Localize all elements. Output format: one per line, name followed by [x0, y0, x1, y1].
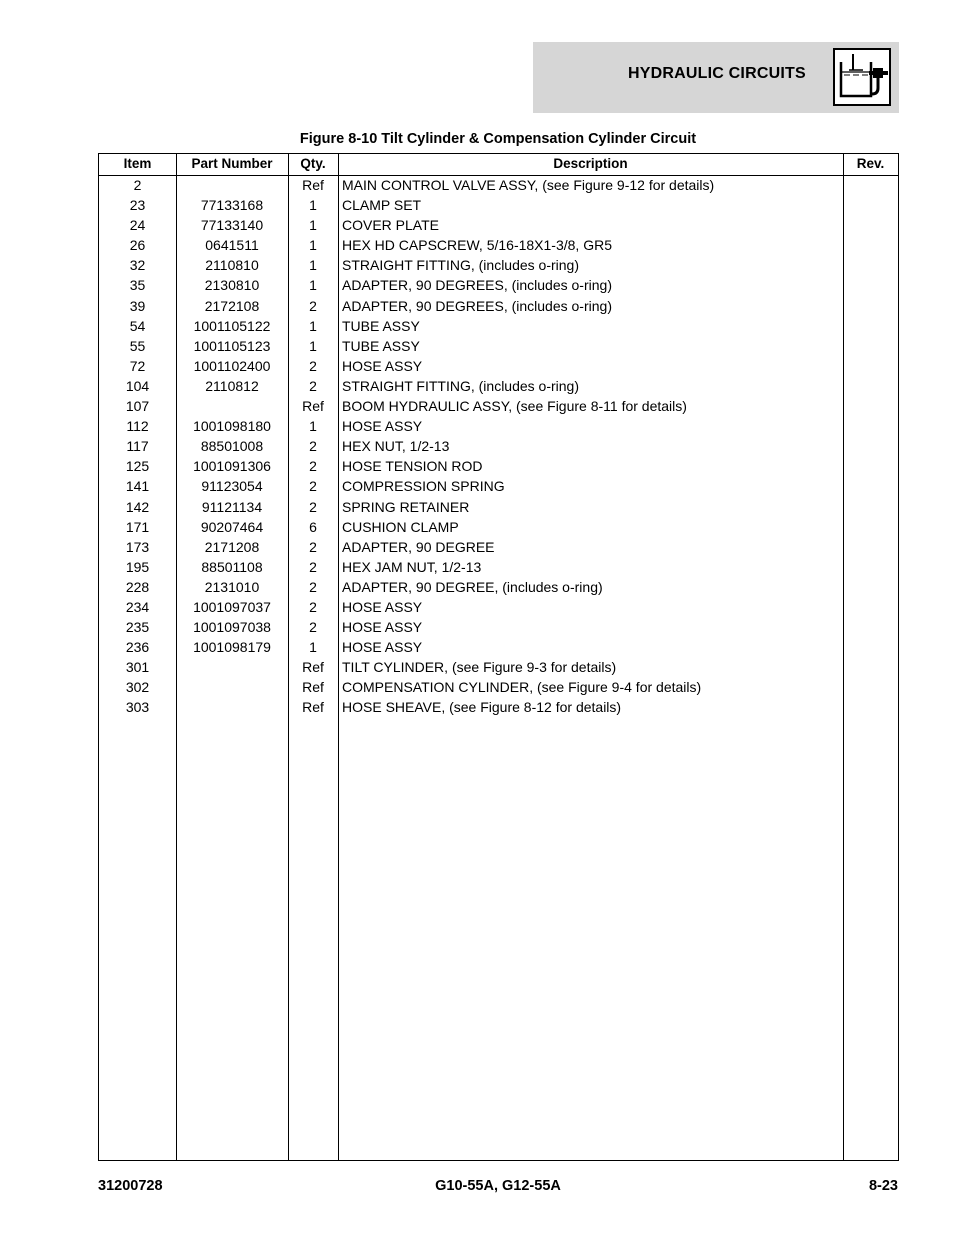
table-row: [99, 357, 898, 377]
item-cell: 142: [125, 498, 150, 515]
part-number-cell: 2110810: [205, 257, 259, 274]
document-number: 31200728: [98, 1178, 163, 1194]
qty-cell: 2: [309, 619, 317, 636]
description-cell: ADAPTER, 90 DEGREE: [342, 538, 495, 555]
qty-cell: 2: [309, 578, 317, 595]
description-cell: COMPRESSION SPRING: [342, 478, 505, 495]
qty-cell: 2: [309, 297, 317, 314]
table-row: [99, 558, 898, 578]
description-cell: CUSHION CLAMP: [342, 518, 459, 535]
part-number-cell: 2130810: [204, 277, 260, 294]
qty-cell: 2: [309, 538, 317, 555]
parts-table: [98, 153, 899, 1161]
part-number-cell: 77133168: [200, 197, 264, 214]
description-cell: HOSE ASSY: [342, 619, 423, 636]
part-number-cell: 1001098179: [193, 639, 271, 656]
description-cell: COVER PLATE: [342, 217, 439, 234]
qty-cell: 2: [309, 558, 317, 575]
column-header-item: Item: [123, 156, 152, 171]
table-row: [99, 698, 898, 718]
item-cell: 173: [125, 538, 150, 555]
item-cell: 54: [129, 317, 146, 334]
qty-cell: 2: [309, 458, 317, 475]
figure-title: Figure 8-10 Tilt Cylinder & Compensation Cylinder Circuit: [299, 131, 697, 147]
column-header-description: Description: [553, 156, 628, 171]
qty-cell: Ref: [302, 679, 324, 696]
description-cell: HEX NUT, 1/2-13: [342, 438, 450, 455]
description-cell: HOSE TENSION ROD: [342, 458, 483, 475]
qty-cell: Ref: [302, 699, 324, 716]
table-row: [99, 256, 898, 276]
item-cell: 117: [126, 438, 149, 455]
qty-cell: 1: [309, 237, 317, 254]
item-cell: 107: [125, 398, 150, 415]
description-cell: STRAIGHT FITTING, (includes o-ring): [342, 377, 580, 394]
item-cell: 55: [129, 337, 146, 354]
description-cell: HOSE SHEAVE, (see Figure 8-12 for details): [342, 699, 622, 716]
part-number-cell: 77133140: [200, 217, 264, 234]
table-row: [99, 297, 898, 317]
description-cell: TILT CYLINDER, (see Figure 9-3 for details): [342, 659, 617, 676]
description-cell: HOSE ASSY: [342, 639, 423, 656]
item-cell: 72: [129, 357, 146, 374]
qty-cell: 2: [309, 478, 317, 495]
description-cell: STRAIGHT FITTING, (includes o-ring): [342, 257, 580, 274]
item-cell: 39: [129, 297, 146, 314]
table-row: [99, 176, 898, 196]
part-number-cell: 1001105122: [193, 317, 271, 334]
table-row: [99, 397, 898, 417]
item-cell: 195: [125, 558, 150, 575]
table-row: [99, 317, 898, 337]
table-row: [99, 216, 898, 236]
part-number-cell: 2172108: [204, 297, 260, 314]
item-cell: 303: [125, 699, 150, 716]
column-header-part-number: Part Number: [191, 156, 273, 171]
item-cell: 2: [133, 177, 142, 193]
column-header-rev: Rev.: [856, 156, 885, 171]
qty-cell: Ref: [302, 398, 324, 415]
table-row: [99, 196, 898, 216]
description-cell: HOSE ASSY: [342, 598, 423, 615]
model-numbers: G10-55A, G12-55A: [435, 1178, 561, 1194]
qty-cell: 2: [309, 438, 317, 455]
table-row: [99, 638, 898, 658]
table-row: [99, 598, 898, 618]
table-row: [99, 538, 898, 558]
table-row: [99, 498, 898, 518]
page-number: 8-23: [868, 1178, 898, 1194]
qty-cell: Ref: [302, 659, 324, 676]
description-cell: HEX HD CAPSCREW, 5/16-18X1-3/8, GR5: [342, 237, 612, 254]
description-cell: SPRING RETAINER: [342, 498, 470, 515]
item-cell: 104: [125, 377, 150, 394]
qty-cell: 1: [309, 317, 317, 334]
column-header-qty: Qty.: [300, 156, 326, 171]
description-cell: TUBE ASSY: [342, 337, 420, 354]
part-number-cell: 1001102400: [193, 357, 271, 374]
qty-cell: 1: [309, 639, 317, 656]
part-number-cell: 1001097037: [193, 598, 271, 615]
description-cell: ADAPTER, 90 DEGREE, (includes o-ring): [342, 578, 603, 595]
qty-cell: 1: [309, 418, 317, 435]
qty-cell: 1: [309, 197, 317, 214]
description-cell: COMPENSATION CYLINDER, (see Figure 9-4 for details): [342, 679, 702, 696]
qty-cell: 2: [309, 498, 317, 515]
item-cell: 26: [129, 237, 146, 254]
item-cell: 171: [125, 518, 150, 535]
part-number-cell: 1001098180: [193, 418, 271, 435]
item-cell: 234: [125, 598, 150, 615]
item-cell: 235: [125, 619, 150, 636]
part-number-cell: 1001091306: [193, 458, 271, 475]
qty-cell: 2: [309, 357, 317, 374]
item-cell: 32: [129, 257, 146, 274]
item-cell: 23: [129, 197, 146, 214]
qty-cell: 2: [309, 377, 317, 394]
table-row: [99, 578, 898, 598]
table-row: [99, 437, 898, 457]
part-number-cell: 88501108: [201, 558, 263, 575]
item-cell: 228: [125, 578, 150, 595]
description-cell: CLAMP SET: [342, 197, 422, 214]
table-row: [99, 678, 898, 698]
item-cell: 141: [125, 478, 150, 495]
table-row: [99, 518, 898, 538]
table-row: [99, 337, 898, 357]
table-row: [99, 618, 898, 638]
description-cell: HEX JAM NUT, 1/2-13: [342, 558, 482, 575]
description-cell: ADAPTER, 90 DEGREES, (includes o-ring): [342, 277, 612, 294]
table-row: [99, 236, 898, 256]
part-number-cell: 1001097038: [193, 619, 271, 636]
part-number-cell: 91123054: [201, 478, 263, 495]
section-title: HYDRAULIC CIRCUITS: [628, 65, 806, 82]
table-body: [99, 176, 898, 719]
table-row: [99, 477, 898, 497]
qty-cell: 1: [309, 257, 317, 274]
qty-cell: 2: [309, 598, 317, 615]
item-cell: 112: [126, 418, 149, 435]
part-number-cell: 2110812: [205, 377, 259, 394]
item-cell: 236: [125, 639, 150, 656]
description-cell: TUBE ASSY: [342, 317, 420, 334]
table-row: [99, 457, 898, 477]
item-cell: 24: [129, 217, 146, 234]
qty-cell: 6: [309, 518, 317, 535]
item-cell: 302: [125, 679, 150, 696]
item-cell: 301: [125, 659, 150, 676]
description-cell: MAIN CONTROL VALVE ASSY, (see Figure 9-12 for details): [342, 177, 715, 193]
section-header: [533, 42, 899, 113]
part-number-cell: 88501008: [200, 438, 264, 455]
qty-cell: 1: [309, 277, 317, 294]
table-row: [99, 377, 898, 397]
part-number-cell: 2171208: [204, 538, 260, 555]
description-cell: HOSE ASSY: [342, 357, 423, 374]
description-cell: ADAPTER, 90 DEGREES, (includes o-ring): [342, 297, 612, 314]
part-number-cell: 1001105123: [193, 337, 271, 354]
qty-cell: 1: [309, 217, 317, 234]
part-number-cell: 0641511: [205, 237, 259, 254]
qty-cell: 1: [309, 337, 317, 354]
part-number-cell: 91121134: [201, 498, 263, 515]
description-cell: BOOM HYDRAULIC ASSY, (see Figure 8-11 for details): [342, 398, 687, 415]
qty-cell: Ref: [302, 177, 324, 193]
table-row: [99, 276, 898, 296]
item-cell: 125: [125, 458, 150, 475]
part-number-cell: 2131010: [204, 578, 260, 595]
table-row: [99, 658, 898, 678]
description-cell: HOSE ASSY: [342, 418, 423, 435]
item-cell: 35: [129, 277, 146, 294]
part-number-cell: 90207464: [200, 518, 264, 535]
hydraulic-reservoir-icon: [833, 48, 891, 106]
table-row: [99, 417, 898, 437]
